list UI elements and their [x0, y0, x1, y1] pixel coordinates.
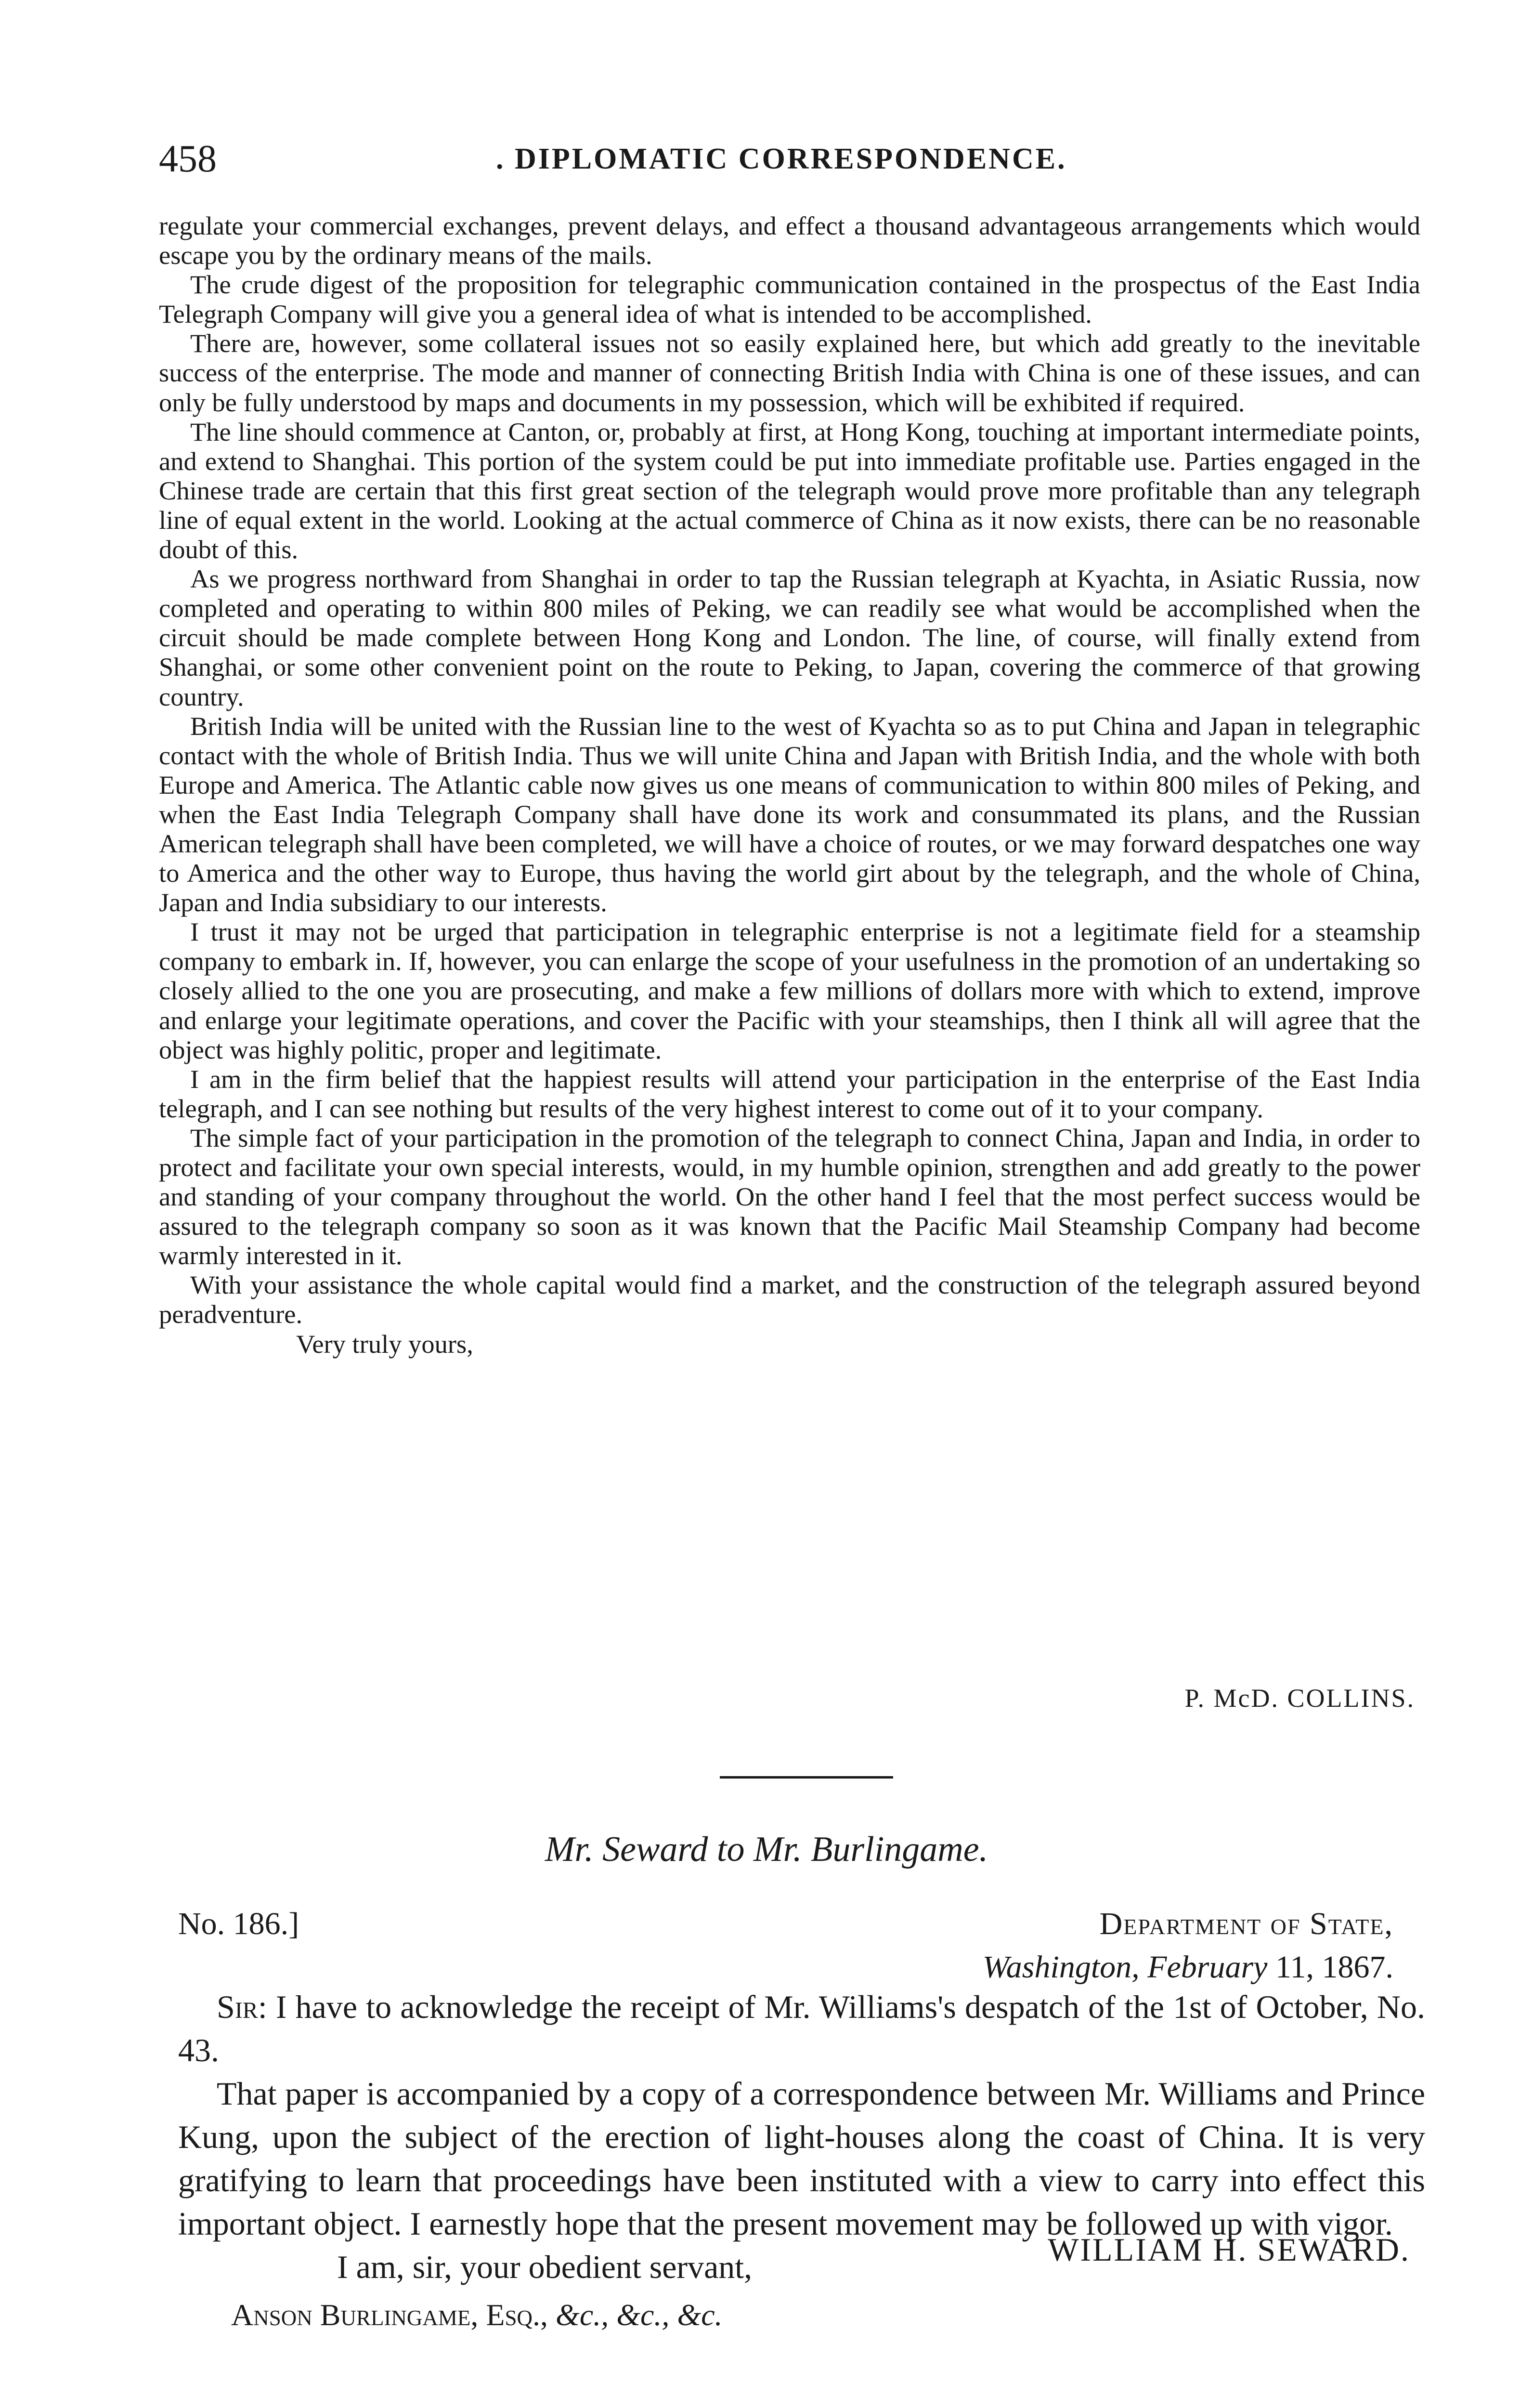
letter-closing: Very truly yours, — [296, 1329, 473, 1359]
paragraph: As we progress northward from Shanghai in order to tap the Russian telegraph at Kyachta, in Asiatic Russia, now completed and operating to within 800 miles of Peking, we can readily see what would be accomplished when the circuit should be made complete between Hong Kong and London. The line, of course, will finally extend from Shanghai, or some other convenient point on the route to Peking, to Japan, covering the commerce of that growing country. — [159, 564, 1420, 711]
signature-seward: WILLIAM H. SEWARD. — [1048, 2231, 1410, 2268]
department-name: Department of State, — [1099, 1906, 1393, 1941]
section-divider — [720, 1776, 893, 1779]
page-header — [159, 130, 1425, 188]
place-date — [983, 1946, 1393, 1989]
paragraph: The crude digest of the proposition for telegraphic communication contained in the prospectus of the East India Telegraph Company will give you a general idea of what is intended to be accomplished. — [159, 270, 1420, 329]
addressee — [231, 2297, 723, 2333]
letter-closing: I am, sir, your obedient servant, — [337, 2249, 753, 2285]
paragraph: That paper is accompanied by a copy of a correspondence between Mr. Williams and Prince Kung, upon the subject of the erection of light-houses along the coast of China. It is very gratifying to learn that proceedings have been instituted with a view to carry into effect this important object. I earnestly hope that the present movement may be followed up with vigor. — [178, 2075, 1425, 2242]
paragraph: British India will be united with the Russian line to the west of Kyachta so as to put China and Japan in telegraphic contact with the whole of British India. Thus we will unite China and Japan with British India, and the whole with both Europe and America. The Atlantic cable now gives us one means of communication to within 800 miles of Peking, and when the East India Telegraph Company shall have done its work and consummated its plans, and the Russian American telegraph shall have been completed, we will have a choice of routes, or we may forward despatches one way to America and the other way to Europe, thus having the world girt about by the telegraph, and the whole of China, Japan and India subsidiary to our interests. — [159, 711, 1420, 917]
letter-heading: Mr. Seward to Mr. Burlingame. — [545, 1830, 988, 1869]
dateline — [983, 1902, 1393, 1989]
paragraph: There are, however, some collateral issues not so easily explained here, but which add greatly to the inevitable success of the enterprise. The mode and manner of connecting British India with China is one of these issues, and can only be fully understood by maps and documents in my possession, which will be exhibited if required. — [159, 328, 1420, 417]
paragraph: With your assistance the whole capital would find a market, and the construction of the telegraph assured beyond peradventure. — [159, 1270, 1420, 1329]
signature-collins: P. McD. COLLINS. — [1184, 1684, 1415, 1713]
place: Washington, February — [982, 1950, 1268, 1985]
addressee-name: Anson Burlingame, Esq., — [231, 2298, 548, 2332]
paragraph: regulate your commercial exchanges, prevent delays, and effect a thousand advantageous arrangements which would escape you by the ordinary means of the mails. — [159, 211, 1420, 270]
paragraph-text: : I have to acknowledge the receipt of Mr. Williams's despatch of the 1st of October, No. 43. — [178, 1989, 1425, 2068]
paragraph: I trust it may not be urged that participation in telegraphic enterprise is not a legitimate field for a steamship company to embark in. If, however, you can enlarge the scope of your usefulness in the promotion of an undertaking so closely allied to the one you are prosecuting, and make a few millions of dollars more with which to extend, improve and enlarge your legitimate operations, and cover the Pacific with your steamships, then I think all will agree that the object was highly politic, proper and legitimate. — [159, 917, 1420, 1064]
paragraph: The simple fact of your participation in the promotion of the telegraph to connect China, Japan and India, in order to protect and facilitate your own special interests, would, in my humble opinion, strengthen and add greatly to the power and standing of your company throughout the world. On the other hand I feel that the most perfect success would be assured to the telegraph company so soon as it was known that the Pacific Mail Steamship Company had become warmly interested in it. — [159, 1123, 1420, 1270]
running-head: . DIPLOMATIC CORRESPONDENCE. — [496, 143, 1067, 175]
date: 11, 1867. — [1275, 1950, 1393, 1985]
salutation: Sir — [217, 1989, 258, 2025]
collins-letter-body — [159, 211, 1420, 1359]
paragraph: The line should commence at Canton, or, probably at first, at Hong Kong, touching at important intermediate points, and extend to Shanghai. This portion of the system could be put into immediate profitable use. Parties engaged in the Chinese trade are certain that this first great section of the telegraph would prove more profitable than any telegraph line of equal extent in the world. Looking at the actual commerce of China as it now exists, there can be no reasonable doubt of this. — [159, 417, 1420, 564]
paragraph: I am in the firm belief that the happiest results will attend your participation in the enterprise of the East India telegraph, and I can see nothing but results of the very highest interest to come out of it to your company. — [159, 1064, 1420, 1123]
paragraph — [178, 1985, 1425, 2072]
addressee-etc: &c., &c., &c. — [556, 2298, 723, 2332]
dispatch-number: No. 186.] — [178, 1906, 299, 1941]
page-number: 458 — [159, 138, 217, 180]
